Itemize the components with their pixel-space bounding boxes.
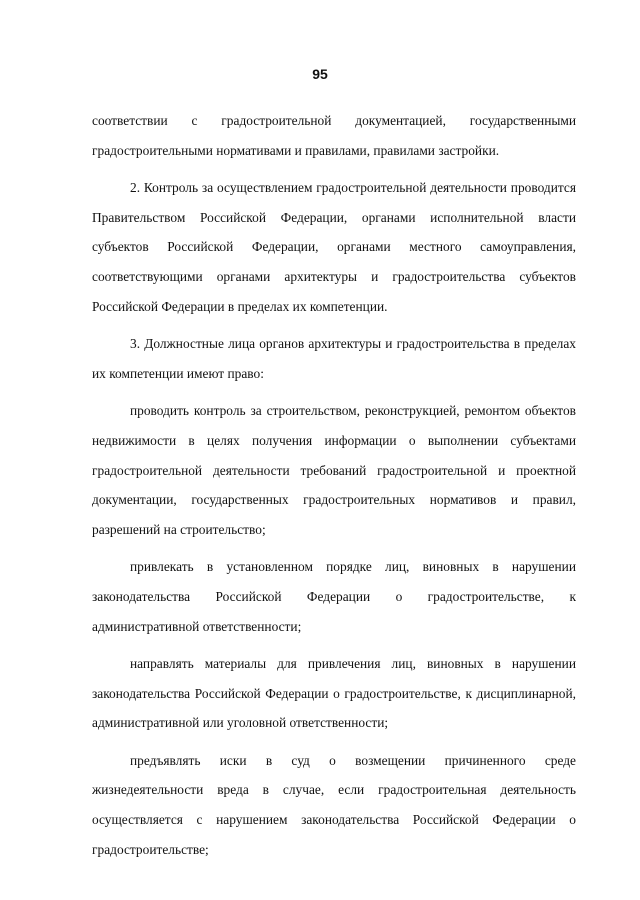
paragraph-right-refer-materials: направлять материалы для привлечения лиц, виновных в нарушении законодательства Российской Федерации о градостроительстве, к дисциплинарной, административной или уголовной ответственности;	[92, 656, 576, 731]
paragraph-item-3-officials-rights: 3. Должностные лица органов архитектуры и градостроительства в пределах их компетенции имеют право:	[92, 336, 576, 381]
paragraph-right-inspect: проводить контроль за строительством, реконструкцией, ремонтом объектов недвижимости в целях получения информации о выполнении субъектами градостроительной деятельности требований градостроительной и проектной документации, государственных градостроительных нормативов и правил, разрешений на строительство;	[92, 403, 576, 537]
paragraph-right-administrative: привлекать в установленном порядке лиц, виновных в нарушении законодательства Российской Федерации о градостроительстве, к административной ответственности;	[92, 559, 576, 634]
paragraph-continuation: соответствии с градостроительной документацией, государственными градостроительными нормативами и правилами, правилами застройки.	[92, 113, 576, 158]
paragraph-right-lawsuits: предъявлять иски в суд о возмещении причиненного среде жизнедеятельности вреда в случае, если градостроительная деятельность осуществляется с нарушением законодательства Российской Федерации о градостроительстве;	[92, 752, 576, 857]
paragraph-item-2-control: 2. Контроль за осуществлением градостроительной деятельности проводится Правительством Российской Федерации, органами исполнительной власти субъектов Российской Федерации, органами местного самоуправления, соответствующими органами архитектуры и градостроительства субъектов Российской Федерации в пределах их компетенции.	[92, 180, 576, 314]
document-body	[92, 106, 576, 872]
page-number: 95	[312, 66, 328, 82]
